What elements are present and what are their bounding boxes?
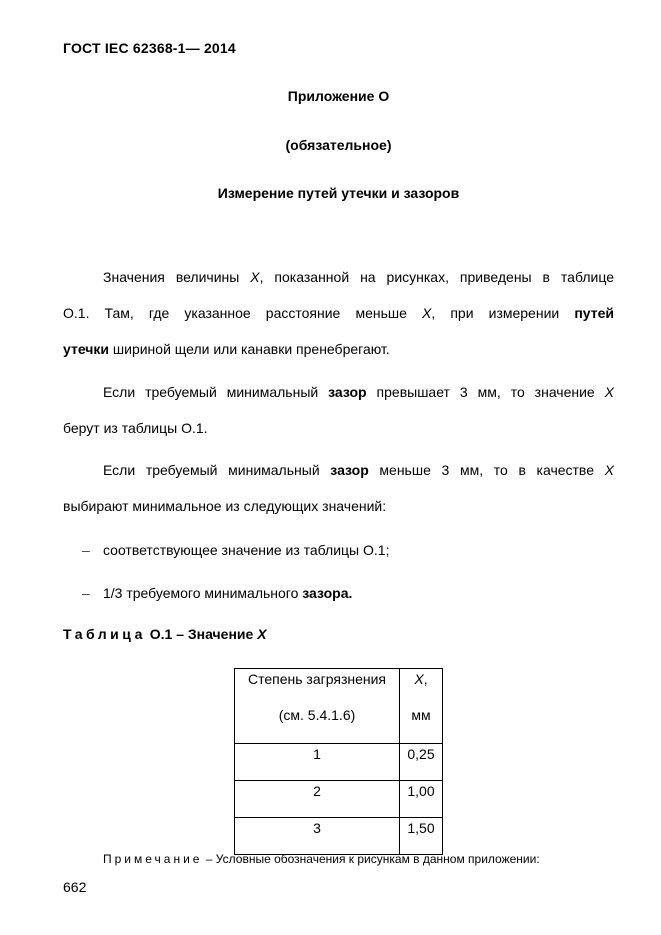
paragraph-3 — [63, 452, 614, 524]
header-pollution-degree: Степень загрязнения (см. 5.4.1.6) — [235, 669, 400, 744]
paragraph-2 — [63, 374, 614, 446]
table-row — [235, 744, 443, 781]
table-caption: Таблица О.1 – Значение X — [63, 626, 267, 642]
x-value-cell: 0,25 — [400, 744, 443, 781]
table-row — [235, 781, 443, 818]
header-x-mm: X, мм — [400, 669, 443, 744]
list-item-text: соответствующее значение из таблицы О.1; — [103, 542, 390, 558]
degree-cell: 2 — [235, 781, 400, 818]
paragraph-3-line-1: Если требуемый минимальный зазор меньше 3 мм, то в качестве X — [103, 462, 614, 478]
paragraph-2-line-1: Если требуемый минимальный зазор превышает 3 мм, то значение X — [103, 384, 615, 400]
paragraph-3-line-2: выбирают минимальное из следующих значений: — [63, 498, 387, 514]
page-number: 662 — [63, 879, 87, 895]
paragraph-1 — [63, 259, 614, 367]
appendix-status: (обязательное) — [285, 137, 392, 153]
paragraph-1-line-3: утечки шириной щели или канавки пренебрегают. — [63, 341, 390, 357]
table-note: Примечание – Условные обозначения к рисункам в данном приложении: — [103, 852, 540, 866]
list-item-text: 1/3 требуемого минимального зазора. — [103, 585, 353, 601]
table-header-row — [235, 669, 443, 744]
values-table — [234, 668, 443, 855]
paragraph-1-line-2: О.1. Там, где указанное расстояние меньше X, при измерении путей — [63, 305, 614, 321]
degree-cell: 3 — [235, 818, 400, 855]
degree-cell: 1 — [235, 744, 400, 781]
paragraph-1-line-1: Значения величины X, показанной на рисунках, приведены в таблице — [103, 269, 614, 285]
table-row — [235, 818, 443, 855]
list-dash: – — [82, 585, 90, 601]
appendix-subject: Измерение путей утечки и зазоров — [217, 185, 460, 201]
appendix-title: Приложение О — [287, 88, 390, 104]
x-value-cell: 1,00 — [400, 781, 443, 818]
x-value-cell: 1,50 — [400, 818, 443, 855]
document-header: ГОСТ IEC 62368-1— 2014 — [63, 40, 236, 56]
paragraph-2-line-2: берут из таблицы О.1. — [63, 420, 208, 436]
list-dash: – — [82, 542, 90, 558]
